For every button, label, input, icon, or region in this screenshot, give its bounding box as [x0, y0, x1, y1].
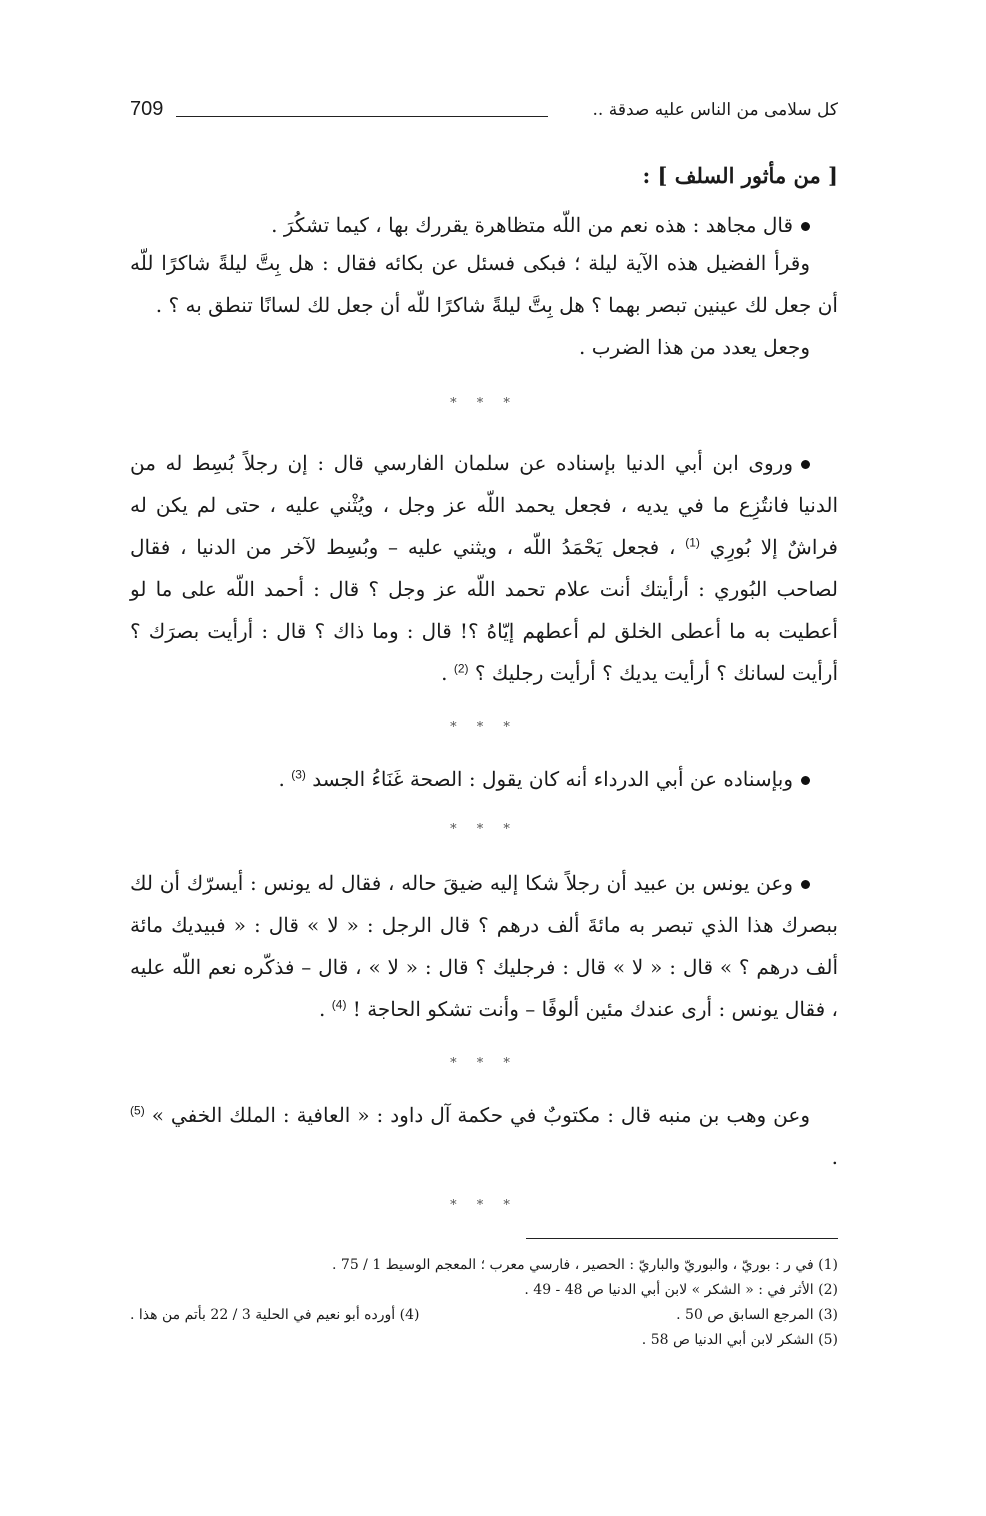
running-header [130, 100, 838, 130]
footnote-row [130, 1303, 838, 1328]
book-page [130, 100, 838, 1353]
footnote-5: (5) الشكر لابن أبي الدنيا ص 58 . [641, 1332, 838, 1348]
bullet-icon [801, 222, 810, 231]
paragraph-text: . [831, 1145, 838, 1169]
paragraph-text: . [319, 997, 326, 1021]
paragraph-text: وجعل يعدد من هذا الضرب . [579, 335, 810, 359]
paragraph-text: وروى ابن أبي الدنيا بإسناده عن سلمان الفارسي قال : إن رجلاً بُسِط له من الدنيا فانتُزِع ما في يديه ، فجعل يحمد اللّه عز وجل ، ويُثْني عليه ، حتى لم يكن له فراشٌ إلا بُورِي [130, 451, 838, 559]
paragraph-mujahid [130, 204, 838, 246]
footnote-3: (3) المرجع السابق ص 50 . [676, 1307, 838, 1323]
paragraph-text: ، فجعل يَحْمَدُ اللّه ، ويثني عليه – وبُسِط لآخر من الدنيا ، فقال لصاحب البُوري : أرأيتك أنت علام تحمد اللّه عز وجل ؟ قال : أحمد اللّه على ما لو أعطيت به ما أعطى الخلق لم أعطهم إيّاهُ ؟! قال : وما ذاك ؟ قال : أرأيت بصرَك ؟ أرأيت لسانك ؟ أرأيت يديك ؟ أرأيت رجليك ؟ [130, 535, 838, 685]
bullet-icon [801, 460, 810, 469]
section-separator: * * * [450, 720, 518, 735]
section-separator: * * * [450, 1198, 518, 1213]
paragraph-text: . [441, 661, 448, 685]
section-separator: * * * [450, 396, 518, 411]
section-separator: * * * [450, 1056, 518, 1071]
paragraph-text: وعن يونس بن عبيد أن رجلاً شكا إليه ضيقَ حاله ، فقال له يونس : أيسرّك أن لك ببصرك هذا الذي تبصر به مائةَ ألف درهم ؟ قال الرجل : « لا » قال : « فبيديك مائة ألف درهم ؟ » قال : « لا » قال : فرجليك ؟ قال : « لا » ، قال – فذكّره نعم اللّه عليه ، فقال يونس : أرى عندك مئين ألوفًا – وأنت تشكو الحاجة ! [130, 871, 838, 1021]
paragraph-fudayl-end [130, 326, 838, 368]
paragraph-salman [130, 442, 838, 694]
section-heading: [ من مأثور السلف ] : [642, 163, 838, 188]
section-separator: * * * [450, 822, 518, 837]
page-number: 709 [130, 98, 164, 120]
paragraph-text: . [278, 767, 285, 791]
footnote-2: (2) الأثر في : « الشكر » لابن أبي الدنيا ص 48 - 49 . [524, 1282, 838, 1298]
header-rule [176, 116, 548, 117]
bullet-icon [801, 880, 810, 889]
footnote-ref-5[interactable]: (5) [130, 1103, 145, 1118]
running-header-title: كل سلامى من الناس عليه صدقة .. [592, 100, 838, 120]
paragraph-text: وقرأ الفضيل هذه الآية ليلة ؛ فبكى فسئل عن بكائه فقال : هل بِتَّ ليلةً شاكرًا للّه أن جعل لك عينين تبصر بهما ؟ هل بِتَّ ليلةً شاكرًا للّه أن جعل لك لسانًا تنطق به ؟ . [130, 251, 838, 317]
footnote-ref-4[interactable]: (4) [331, 997, 347, 1012]
footnote-ref-1[interactable]: (1) [685, 535, 700, 550]
footnote-1: (1) في ر : بوريّ ، والبوريّ والباريّ : الحصير ، فارسي معرب ؛ المعجم الوسيط 1 / 75 . [332, 1257, 838, 1273]
paragraph-text: وعن وهب بن منبه قال : مكتوبٌ في حكمة آل داود : « العافية : الملك الخفي » [151, 1103, 811, 1127]
footnote-ref-3[interactable]: (3) [291, 767, 306, 782]
paragraph-text: قال مجاهد : هذه نعم من اللّه متظاهرة يقررك بها ، كيما تشكُرَ . [271, 213, 793, 237]
footnote-ref-2[interactable]: (2) [453, 661, 469, 676]
footnotes [130, 1253, 838, 1353]
paragraph-yunus [130, 862, 838, 1030]
paragraph-fudayl [130, 242, 838, 326]
paragraph-darda [130, 758, 838, 800]
paragraph-text: وبإسناده عن أبي الدرداء أنه كان يقول : الصحة غَنَاءُ الجسد [312, 767, 793, 791]
paragraph-wahb [130, 1094, 838, 1178]
footnote-rule [526, 1238, 838, 1239]
footnote-4: (4) أورده أبو نعيم في الحلية 3 / 22 بأتم من هذا . [130, 1307, 420, 1323]
bullet-icon [801, 776, 810, 785]
